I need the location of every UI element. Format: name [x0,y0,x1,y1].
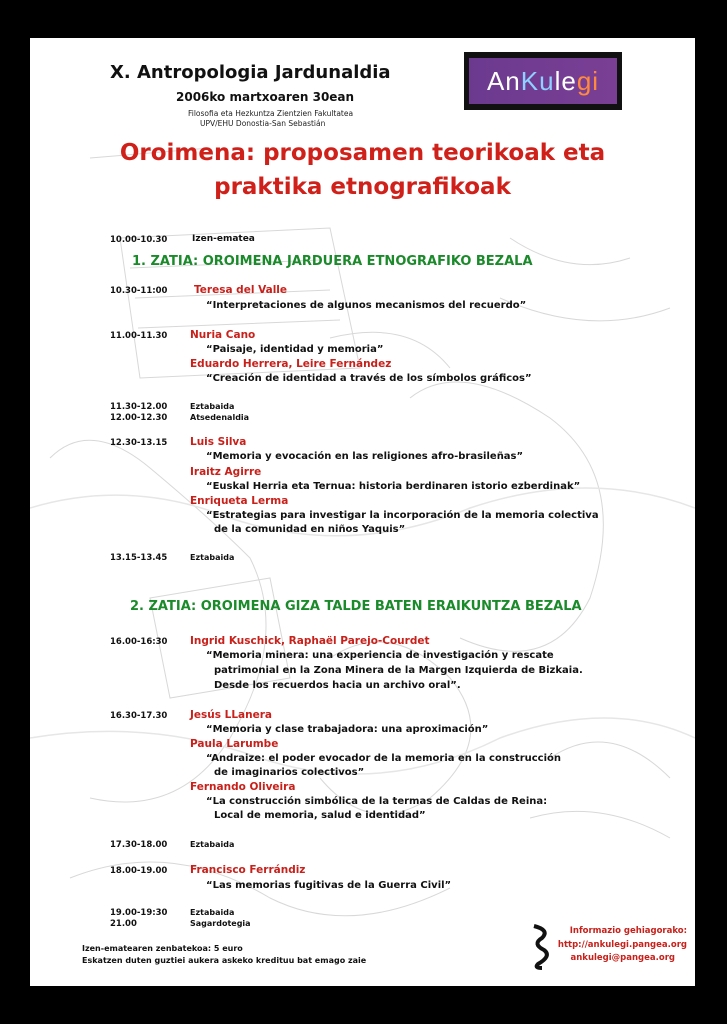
speaker-name: Ingrid Kuschick, Raphaël Parejo-Courdet [190,635,430,647]
time-slot: 16.30-17.30 [110,711,168,721]
info-label: Informazio gehiagorako: [569,926,687,936]
info-url-link[interactable]: http://ankulegi.pangea.org [557,940,687,950]
university-name: UPV/EHU Donostia-San Sebastián [200,119,326,128]
speaker-name: Enriqueta Lerma [190,495,289,507]
talk-title: “Andraize: el poder evocador de la memoria en la construcción [206,753,562,764]
time-slot: 13.15-13.45 [110,553,168,563]
speaker-name: Fernando Oliveira [190,781,296,793]
registration-fee: Izen-ematearen zenbatekoa: 5 euro [82,944,243,953]
event-date: 2006ko martxoaren 30ean [176,90,355,104]
time-slot: 21.00 [110,919,137,929]
speaker-name: Iraitz Agirre [190,466,262,478]
time-slot: 17.30-18.00 [110,840,168,850]
label-break: Atsedenaldia [190,413,250,422]
talk-title-cont: de imaginarios colectivos” [214,767,365,778]
talk-title: “Memoria y clase trabajadora: una aproximación” [206,724,489,735]
talk-title: “Paisaje, identidad y memoria” [206,344,384,355]
label-dinner: Sagardotegia [190,919,251,928]
time-slot: 16.00-16:30 [110,637,168,647]
headline-line-1: Oroimena: proposamen teorikoak eta [119,140,606,166]
time-slot: 10.30-11:00 [110,286,168,296]
label-debate: Eztabaida [190,908,235,917]
talk-title: “Euskal Herria eta Ternua: historia berdinaren istorio ezberdinak” [206,481,581,492]
info-email-link[interactable]: ankulegi@pangea.org [570,953,675,963]
label-debate: Eztabaida [190,840,235,849]
talk-title: “Creación de identidad a través de los símbolos gráficos” [206,373,532,384]
logo-wordmark: An Ku le gi [469,58,617,104]
time-slot: 11.30-12.00 [110,402,168,412]
decorative-emblem-icon [530,924,554,970]
talk-title: “Interpretaciones de algunos mecanismos del recuerdo” [206,300,527,311]
speaker-name: Paula Larumbe [190,738,279,750]
label-registration: Izen-ematea [192,234,255,244]
label-debate: Eztabaida [190,553,235,562]
speaker-name: Eduardo Herrera, Leire Fernández [190,358,392,370]
speaker-name: Jesús LLanera [190,709,272,721]
talk-title: “La construcción simbólica de la termas de Caldas de Reina: [206,796,548,807]
talk-title-cont: Local de memoria, salud e identidad” [214,810,426,821]
speaker-name: Teresa del Valle [194,284,288,296]
label-debate: Eztabaida [190,402,235,411]
time-slot: 18.00-19.00 [110,866,168,876]
event-title: X. Antropologia Jardunaldia [110,62,391,83]
talk-title-cont: Desde los recuerdos hacia un archivo oral”. [214,680,461,691]
time-slot: 12.30-13.15 [110,438,168,448]
section-2-heading: 2. ZATIA: OROIMENA GIZA TALDE BATEN ERAIKUNTZA BEZALA [130,599,582,614]
time-slot: 19.00-19:30 [110,908,168,918]
talk-title: “Las memorias fugitivas de la Guerra Civil” [206,880,452,891]
talk-title-cont: patrimonial en la Zona Minera de la Margen Izquierda de Bizkaia. [214,665,583,676]
time-registration: 10.00-10.30 [110,235,168,245]
headline-line-2: praktika etnografikoak [214,174,511,200]
talk-title: “Estrategias para investigar la incorporación de la memoria colectiva [206,510,599,521]
poster [30,38,695,986]
speaker-name: Luis Silva [190,436,247,448]
talk-title-cont: de la comunidad en niños Yaquis” [214,524,406,535]
faculty-name: Filosofia eta Hezkuntza Zientzien Fakultatea [188,109,354,118]
credit-note: Eskatzen duten guztiei aukera askeko kredituu bat emago zaie [82,956,367,965]
talk-title: “Memoria minera: una experiencia de investigación y rescate [206,650,554,661]
speaker-name: Nuria Cano [190,329,256,341]
ankulegi-logo [464,52,622,110]
time-slot: 11.00-11.30 [110,331,168,341]
speaker-name: Francisco Ferrándiz [190,864,306,876]
talk-title: “Memoria y evocación en las religiones afro-brasileñas” [206,451,524,462]
time-slot: 12.00-12.30 [110,413,168,423]
section-1-heading: 1. ZATIA: OROIMENA JARDUERA ETNOGRAFIKO BEZALA [132,254,533,269]
